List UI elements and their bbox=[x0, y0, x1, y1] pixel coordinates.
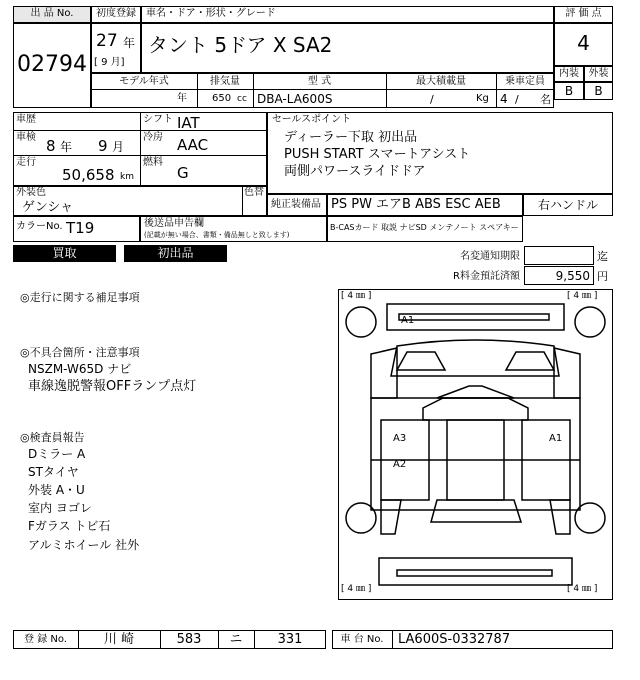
first-reg-month: [ 9 月] bbox=[94, 57, 125, 68]
car-name: タント 5ドア X SA2 bbox=[148, 33, 333, 57]
ac-value: AAC bbox=[177, 136, 209, 154]
details-line-1 bbox=[13, 130, 267, 131]
shaken-label: 車検 bbox=[16, 132, 36, 143]
ext-color-label: 外装色 bbox=[16, 187, 46, 198]
buy-badge: 買取 bbox=[13, 245, 116, 262]
shift-label: シフト bbox=[143, 114, 173, 125]
after-equip-label: 後送品申告欄 bbox=[144, 218, 204, 229]
inspector-4: 室内 ヨゴレ bbox=[28, 501, 92, 515]
details-mid-sep bbox=[140, 112, 141, 186]
mileage-label: 走行 bbox=[16, 157, 36, 168]
inspector-1: Dミラー A bbox=[28, 447, 86, 461]
capacity-slash: / bbox=[515, 93, 519, 106]
recycle-label: R料金預託済額 bbox=[453, 271, 520, 282]
reg-office: 川 崎 bbox=[103, 632, 135, 647]
inspector-3: 外装 A・U bbox=[28, 483, 85, 497]
max-load-slash: / bbox=[430, 93, 434, 106]
max-load-unit: Kg bbox=[476, 93, 489, 104]
defect-2: 車線逸脱警報OFFランプ点灯 bbox=[28, 379, 197, 394]
first-reg-year-unit: 年 bbox=[123, 36, 136, 50]
inspector-6: アルミホイール 社外 bbox=[28, 538, 140, 552]
color-change-label: 色替 bbox=[244, 187, 264, 198]
ac-label: 冷房 bbox=[143, 132, 163, 143]
chassis-sep bbox=[392, 630, 393, 649]
shaken-month-unit: 月 bbox=[112, 140, 125, 154]
condition-diagram bbox=[338, 289, 613, 600]
name-change-cell bbox=[524, 246, 594, 265]
first-listing-badge: 初出品 bbox=[124, 245, 227, 262]
steering-value: 右ハンドル bbox=[537, 198, 598, 212]
displacement-unit: cc bbox=[237, 94, 247, 104]
shift-value: IAT bbox=[177, 114, 200, 132]
displacement-value: 650 bbox=[212, 93, 232, 104]
type-value: DBA-LA600S bbox=[257, 92, 333, 106]
sales-point-1: ディーラー下取 初出品 bbox=[284, 130, 418, 145]
car-outline-svg bbox=[339, 290, 612, 599]
color-no-label: カラーNo. bbox=[16, 221, 63, 232]
sales-point-3: 両側パワースライドドア bbox=[284, 164, 426, 179]
tire-front-right: [ 4 ㎜ ] bbox=[567, 291, 598, 301]
defects-header: ◎不具合箇所・注意事項 bbox=[20, 346, 140, 359]
spec-row-divider bbox=[91, 89, 554, 90]
color-change-sep bbox=[242, 186, 243, 216]
sales-point-label: セールスポイント bbox=[272, 114, 352, 125]
chassis-label: 車 台 No. bbox=[340, 634, 384, 645]
bcas-text: B-CASカード 取説 ナビSD メンテノート スペアキー bbox=[330, 223, 519, 232]
tire-front-left: [ 4 ㎜ ] bbox=[341, 291, 372, 301]
driving-notes-header: ◎走行に関する補足事項 bbox=[20, 291, 140, 304]
damage-mark-right-door: A1 bbox=[549, 433, 563, 444]
name-change-suffix: 迄 bbox=[597, 250, 608, 263]
shaken-month: 9 bbox=[98, 137, 108, 155]
recycle-unit: 円 bbox=[597, 270, 608, 283]
mileage-unit: km bbox=[120, 172, 134, 182]
oem-equip-value: PS PW エアB ABS ESC AEB bbox=[331, 197, 501, 212]
ext-color-value: ゲンシャ bbox=[22, 200, 74, 215]
first-reg-year: 27 bbox=[96, 31, 118, 51]
tire-rear-right: [ 4 ㎜ ] bbox=[567, 584, 598, 594]
model-year-label: モデル年式 bbox=[119, 76, 169, 87]
displacement-label: 排気量 bbox=[210, 76, 240, 87]
mileage-value: 50,658 bbox=[62, 166, 115, 184]
damage-mark-bumper: A1 bbox=[401, 315, 415, 326]
capacity-value: 4 bbox=[500, 92, 508, 106]
shaken-year: 8 bbox=[46, 137, 56, 155]
color-no-value: T19 bbox=[66, 219, 95, 237]
capacity-label: 乗車定員 bbox=[505, 76, 545, 87]
sales-point-2: PUSH START スマートアシスト bbox=[284, 147, 471, 162]
damage-mark-left-rear: A2 bbox=[393, 459, 407, 470]
tire-rear-left: [ 4 ㎜ ] bbox=[341, 584, 372, 594]
lot-no: 02794 bbox=[17, 52, 87, 77]
fuel-label: 燃料 bbox=[143, 157, 163, 168]
max-load-label: 最大積載量 bbox=[416, 76, 466, 87]
exterior-label: 外装 bbox=[588, 68, 609, 79]
first-reg-label: 初度登録 bbox=[96, 8, 136, 19]
type-label: 型 式 bbox=[307, 76, 332, 87]
exterior-grade: B bbox=[594, 84, 603, 98]
shaken-year-unit: 年 bbox=[60, 140, 73, 154]
reg-kana: ニ bbox=[229, 632, 243, 647]
history-label: 車歴 bbox=[16, 114, 36, 125]
lot-no-label: 出 品 No. bbox=[30, 8, 74, 19]
name-change-label: 名変通知期限 bbox=[460, 251, 520, 262]
inspector-2: STタイヤ bbox=[28, 465, 79, 479]
damage-mark-left-door: A3 bbox=[393, 433, 407, 444]
reg-class: 583 bbox=[176, 632, 202, 647]
details-line-2 bbox=[13, 155, 267, 156]
after-equip-note: (記載が無い場合、書類・備品無しと致します) bbox=[144, 231, 290, 239]
reg-number: 331 bbox=[277, 632, 303, 647]
model-year-unit: 年 bbox=[177, 93, 187, 104]
reg-no-label: 登 録 No. bbox=[24, 634, 67, 645]
defect-1: NSZM-W65D ナビ bbox=[28, 362, 132, 376]
interior-label: 内装 bbox=[559, 68, 579, 79]
score-value: 4 bbox=[577, 31, 590, 55]
score-label: 評 価 点 bbox=[565, 8, 602, 19]
oem-equip-label: 純正装備品 bbox=[271, 199, 321, 210]
chassis-value: LA600S-0332787 bbox=[398, 632, 511, 647]
car-name-label: 車名・ドア・形状・グレード bbox=[146, 8, 276, 19]
inspector-header: ◎検査員報告 bbox=[20, 431, 85, 444]
capacity-unit: 名 bbox=[540, 93, 551, 106]
recycle-value: 9,550 bbox=[555, 269, 590, 283]
interior-grade: B bbox=[564, 84, 574, 98]
fuel-value: G bbox=[177, 164, 189, 182]
inspector-5: Fガラス トビ石 bbox=[28, 519, 111, 533]
